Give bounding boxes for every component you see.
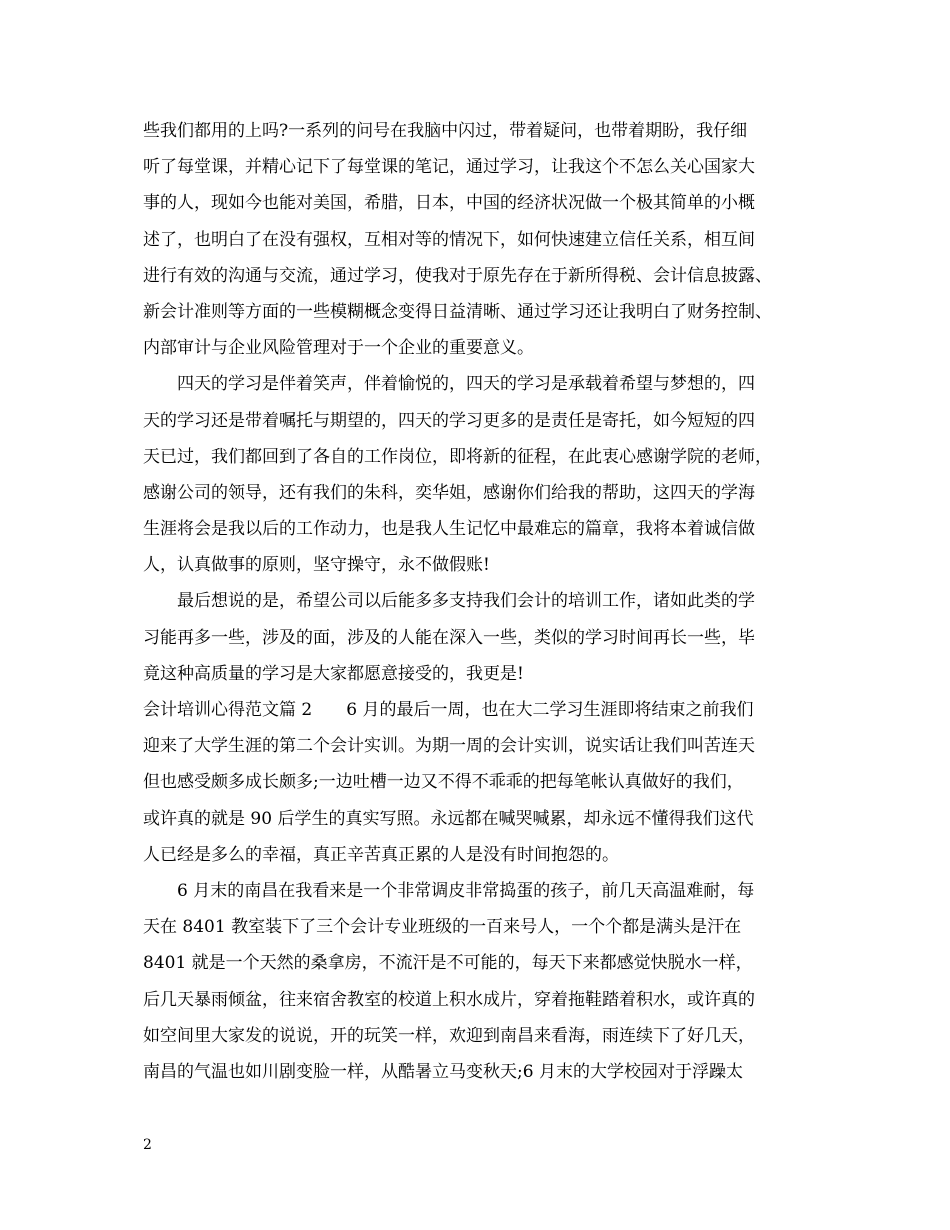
text-line: 6 月末的南昌在我看来是一个非常调皮非常捣蛋的孩子，前几天高温难耐，每 bbox=[177, 880, 755, 901]
page-number: 2 bbox=[143, 1137, 152, 1153]
text-line: 如空间里大家发的说说，开的玩笑一样，欢迎到南昌来看海，雨连续下了好几天， bbox=[143, 1025, 755, 1046]
text-line: 或许真的就是 90 后学生的真实写照。永远都在喊哭喊累，却永远不懂得我们这代 bbox=[143, 808, 754, 829]
text-line: 感谢公司的领导，还有我们的朱科，奕华姐，感谢你们给我的帮助，这四天的学海 bbox=[143, 482, 755, 503]
text-line: 但也感受颇多成长颇多;一边吐槽一边又不得不乖乖的把每笔帐认真做好的我们， bbox=[143, 772, 744, 793]
text-line: 人已经是多么的幸福，真正辛苦真正累的人是没有时间抱怨的。 bbox=[143, 844, 619, 865]
text-line: 竟这种高质量的学习是大家都愿意接受的，我更是! bbox=[143, 663, 524, 684]
text-line: 天的学习还是带着嘱托与期望的，四天的学习更多的是责任是寄托，如今短短的四 bbox=[143, 410, 755, 431]
text-line: 天已过，我们都回到了各自的工作岗位，即将新的征程，在此衷心感谢学院的老师， bbox=[143, 446, 772, 467]
text-line: 些我们都用的上吗?一系列的问号在我脑中闪过，带着疑问，也带着期盼，我仔细 bbox=[143, 121, 748, 141]
text-line: 进行有效的沟通与交流，通过学习，使我对于原先存在于新所得税、会计信息披露、 bbox=[143, 265, 772, 286]
text-line: 内部审计与企业风险管理对于一个企业的重要意义。 bbox=[143, 338, 534, 359]
text-line: 听了每堂课，并精心记下了每堂课的笔记，通过学习，让我这个不怎么关心国家大 bbox=[143, 157, 755, 178]
text-line: 习能再多一些，涉及的面，涉及的人能在深入一些，类似的学习时间再长一些，毕 bbox=[143, 627, 755, 648]
text-line: 南昌的气温也如川剧变脸一样，从酷暑立马变秋天;6 月末的大学校园对于浮躁太 bbox=[143, 1061, 743, 1082]
text-line: 最后想说的是，希望公司以后能多多支持我们会计的培训工作，诸如此类的学 bbox=[177, 591, 755, 612]
text-line: 天在 8401 教室装下了三个会计专业班级的一百来号人，一个个都是满头是汗在 bbox=[143, 917, 742, 938]
text-line: 四天的学习是伴着笑声，伴着愉悦的，四天的学习是承载着希望与梦想的，四 bbox=[177, 374, 755, 395]
text-line: 事的人，现如今也能对美国，希腊，日本，中国的经济状况做一个极其简单的小概 bbox=[143, 193, 755, 214]
text-line: 人，认真做事的原则，坚守操守，永不做假账! bbox=[143, 555, 490, 576]
text-line: 后几天暴雨倾盆，往来宿舍教室的校道上积水成片，穿着拖鞋踏着积水，或许真的 bbox=[143, 989, 755, 1010]
text-line: 述了，也明白了在没有强权，互相对等的情况下，如何快速建立信任关系，相互间 bbox=[143, 229, 755, 250]
text-line: 8401 就是一个天然的桑拿房，不流汗是不可能的，每天下来都感觉快脱水一样， bbox=[143, 953, 753, 974]
body-text bbox=[143, 113, 813, 1090]
text-line: 新会计准则等方面的一些模糊概念变得日益清晰、通过学习还让我明白了财务控制、 bbox=[143, 301, 772, 322]
text-line: 会计培训心得范文篇 2 6 月的最后一周，也在大二学习生涯即将结束之前我们 bbox=[143, 700, 754, 720]
text-line: 生涯将会是我以后的工作动力，也是我人生记忆中最难忘的篇章，我将本着诚信做 bbox=[143, 519, 755, 540]
text-line: 迎来了大学生涯的第二个会计实训。为期一周的会计实训，说实话让我们叫苦连天 bbox=[143, 736, 755, 757]
